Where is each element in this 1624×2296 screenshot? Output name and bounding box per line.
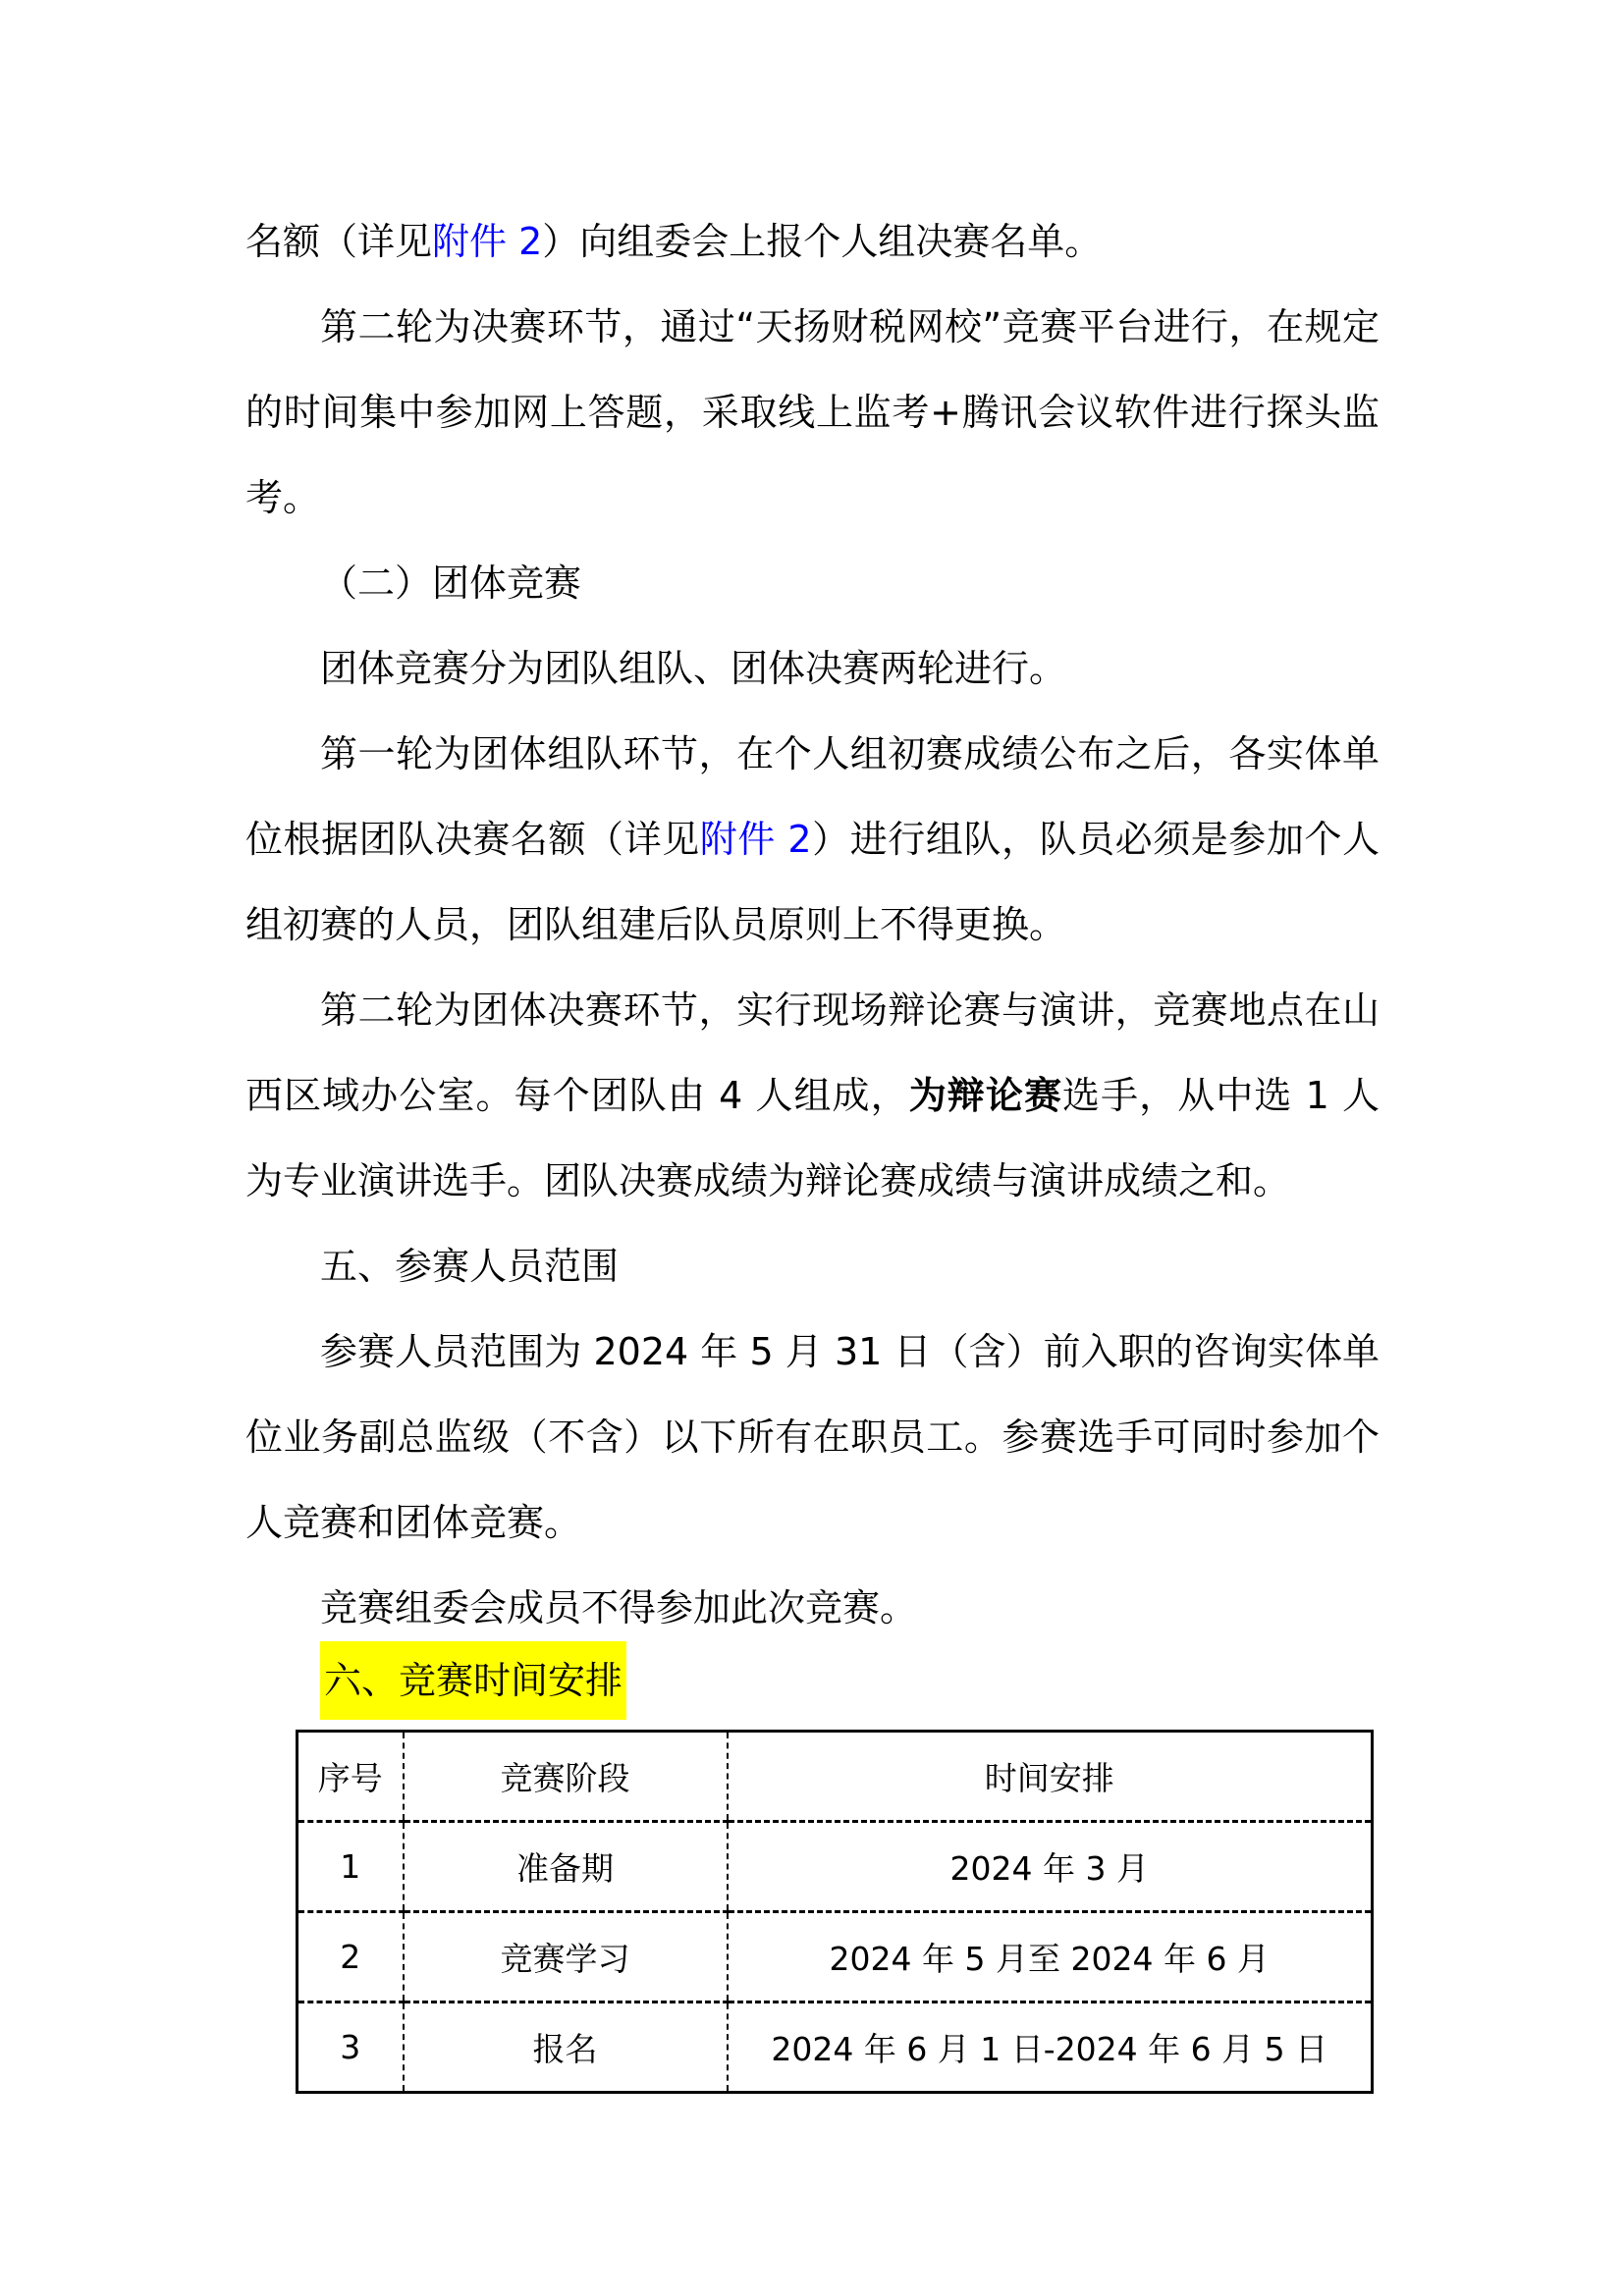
text-run: 为专业演讲选手。团队决赛成绩为辩论赛成绩与演讲成绩之和。 [245,1159,1291,1202]
text-line [245,882,1380,968]
table-row [298,1822,1373,1912]
table-cell: 2 [298,1912,404,2002]
attachment-link[interactable]: 附件 2 [432,220,543,263]
text-line [245,1224,1380,1309]
text-run: （二）团体竞赛 [320,561,582,605]
attachment-link[interactable]: 附件 2 [699,818,812,861]
text-run: 第一轮为团体组队环节，在个人组初赛成绩公布之后，各实体单 [320,732,1380,775]
text-line [245,712,1380,797]
document-body [245,199,1380,1651]
column-header-stage: 竞赛阶段 [404,1732,728,1822]
table-cell: 准备期 [404,1822,728,1912]
text-run: 组初赛的人员，团队组建后队员原则上不得更换。 [245,903,1067,946]
text-line [245,1139,1380,1224]
table-cell: 2024 年 3 月 [728,1822,1373,1912]
schedule-table [296,1730,1374,2094]
text-run: 五、参赛人员范围 [320,1245,620,1288]
table-row [298,2002,1373,2093]
text-line [245,1480,1380,1566]
text-run: 的时间集中参加网上答题，采取线上监考+腾讯会议软件进行探头监 [245,391,1380,434]
text-line [245,370,1380,455]
text-line [245,968,1380,1053]
section-heading-schedule [245,1641,626,1720]
text-line [245,1566,1380,1651]
text-run: 参赛人员范围为 2024 年 5 月 31 日（含）前入职的咨询实体单 [320,1330,1380,1373]
text-line [245,455,1380,541]
text-line [245,541,1380,626]
text-run: 名额（详见 [245,220,433,263]
text-run: ）向组委会上报个人组决赛名单。 [542,220,1103,263]
text-line [245,1053,1380,1139]
text-line [245,199,1380,285]
table-cell: 报名 [404,2002,728,2093]
text-line [245,1309,1380,1395]
text-run: 考。 [245,476,321,519]
highlighted-heading: 六、竞赛时间安排 [320,1641,626,1720]
text-run: 位业务副总监级（不含）以下所有在职员工。参赛选手可同时参加个 [245,1415,1380,1459]
text-run: ）进行组队，队员必须是参加个人 [811,818,1380,861]
text-run: 位根据团队决赛名额（详见 [245,818,700,861]
column-header-seq: 序号 [298,1732,404,1822]
bold-text-run: 为辩论赛 [908,1074,1063,1117]
text-line [245,285,1380,370]
text-line [245,797,1380,882]
table-cell: 1 [298,1822,404,1912]
text-run: 团体竞赛分为团队组队、团体决赛两轮进行。 [320,647,1067,690]
text-line [245,626,1380,712]
table-row [298,1912,1373,2002]
table-cell: 3 [298,2002,404,2093]
table-cell: 2024 年 5 月至 2024 年 6 月 [728,1912,1373,2002]
text-run: 竞赛组委会成员不得参加此次竞赛。 [320,1586,918,1629]
text-run: 第二轮为团体决赛环节，实行现场辩论赛与演讲，竞赛地点在山 [320,988,1380,1032]
table-cell: 竞赛学习 [404,1912,728,2002]
text-run: 人竞赛和团体竞赛。 [245,1501,582,1544]
text-run: 西区域办公室。每个团队由 4 人组成， [245,1074,909,1117]
table-cell: 2024 年 6 月 1 日-2024 年 6 月 5 日 [728,2002,1373,2093]
text-run: 第二轮为决赛环节，通过“天扬财税网校”竞赛平台进行，在规定 [320,305,1380,348]
table-header-row [298,1732,1373,1822]
text-run: 选手，从中选 1 人 [1062,1074,1380,1117]
text-line [245,1395,1380,1480]
column-header-time: 时间安排 [728,1732,1373,1822]
